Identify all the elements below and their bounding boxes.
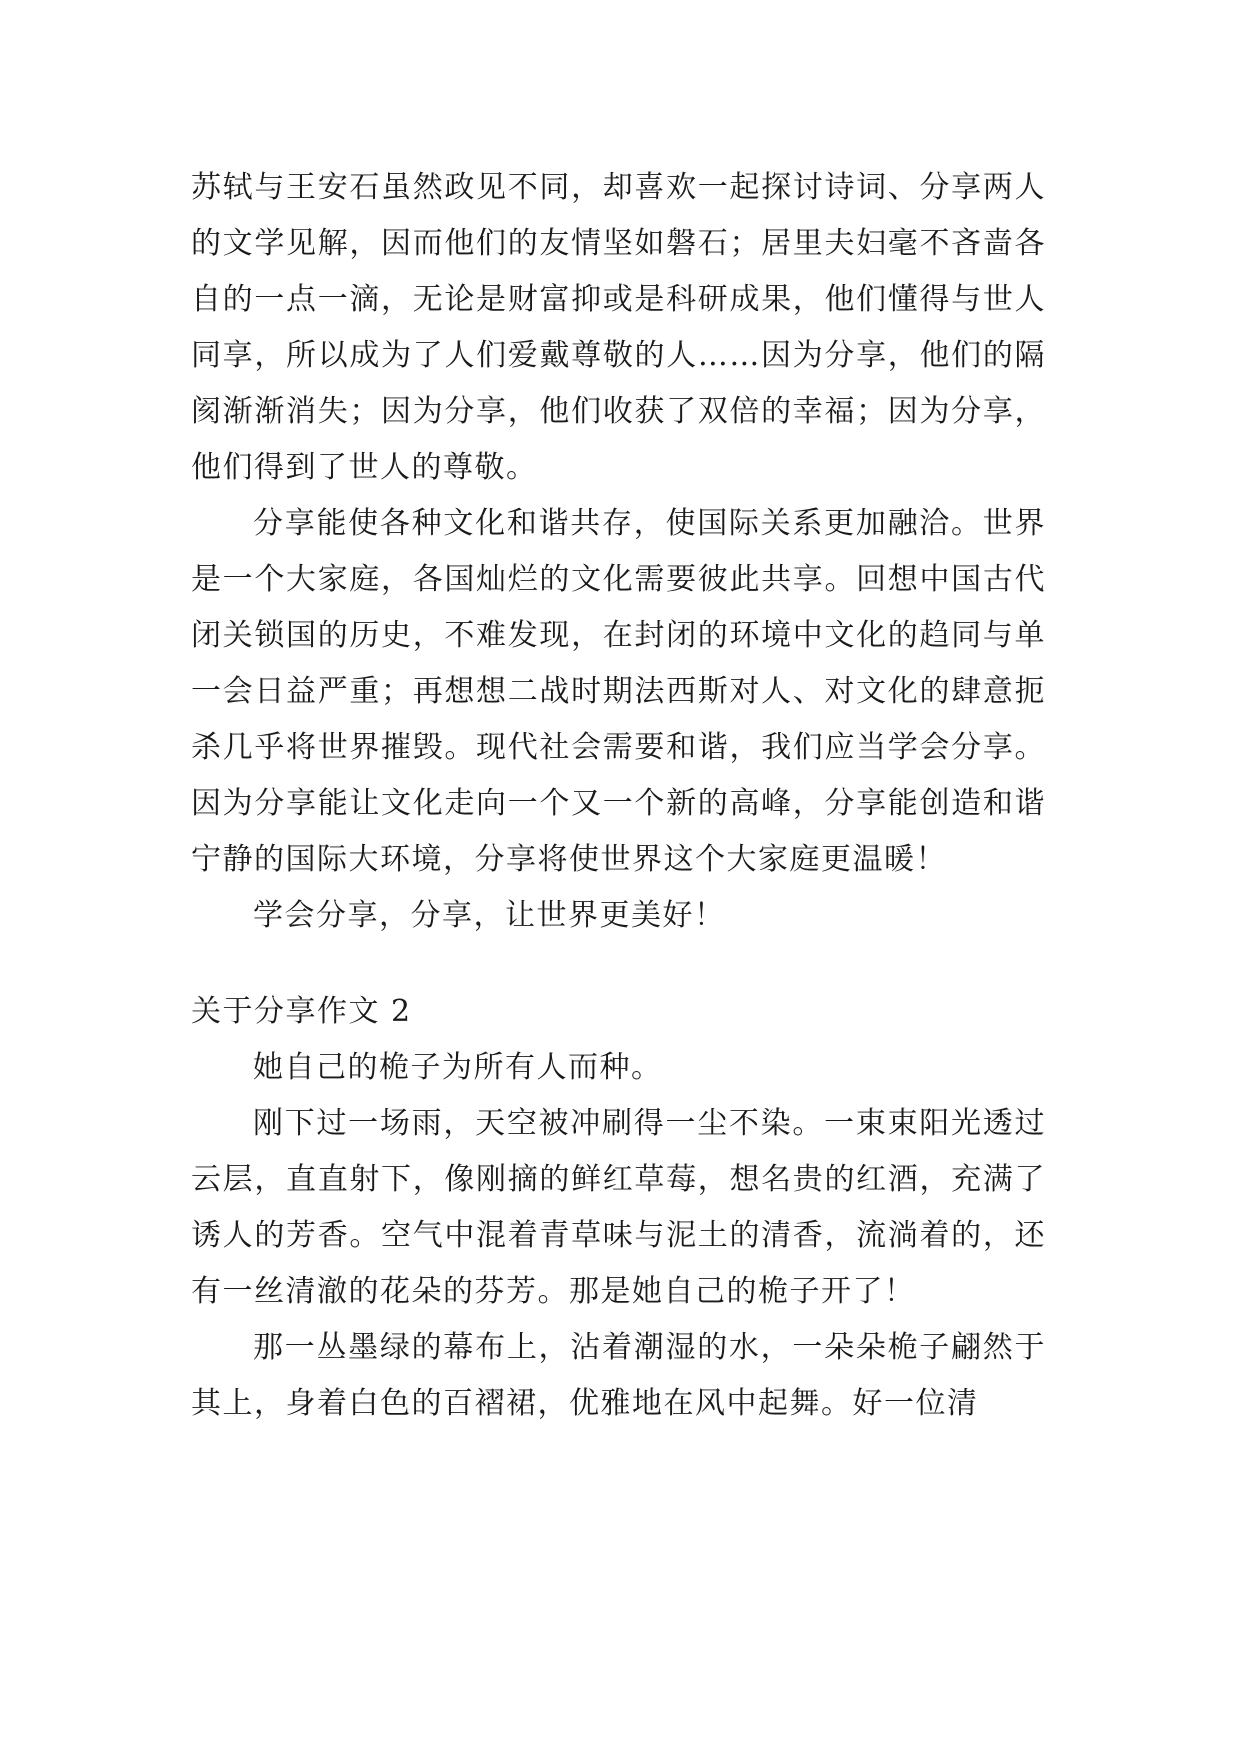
paragraph-historical-examples: 苏轼与王安石虽然政见不同，却喜欢一起探讨诗词、分享两人的文学见解，因而他们的友情坚如磐石；居里夫妇毫不吝啬各自的一点一滴，无论是财富抑或是科研成果，他们懂得与世人同享，所以成为了人们爱戴尊敬的人……因为分享，他们的隔阂渐渐消失；因为分享，他们收获了双倍的幸福；因为分享，他们得到了世人的尊敬。 <box>191 170 1046 485</box>
paragraph-gardenia-dance: 那一丛墨绿的幕布上，沾着潮湿的水，一朵朵桅子翩然于其上，身着白色的百褶裙，优雅地在风中起舞。好一位清 <box>191 1330 1046 1421</box>
paragraph-conclusion: 学会分享，分享，让世界更美好！ <box>253 898 726 933</box>
paragraph-gardenia-intro: 她自己的桅子为所有人而种。 <box>253 1050 663 1085</box>
section-title: 关于分享作文 2 <box>191 994 412 1029</box>
document-body <box>191 160 1046 1432</box>
section-spacer <box>191 944 1046 984</box>
paragraph-after-rain: 刚下过一场雨，天空被冲刷得一尘不染。一束束阳光透过云层，直直射下，像刚摘的鲜红草莓，想名贵的红酒，充满了诱人的芳香。空气中混着青草味与泥土的清香，流淌着的，还有一丝清澈的花朵的芬芳。那是她自己的桅子开了！ <box>191 1106 1046 1309</box>
paragraph-cultural-sharing: 分享能使各种文化和谐共存，使国际关系更加融洽。世界是一个大家庭，各国灿烂的文化需要彼此共享。回想中国古代闭关锁国的历史，不难发现，在封闭的环境中文化的趋同与单一会日益严重；再想想二战时期法西斯对人、对文化的肆意扼杀几乎将世界摧毁。现代社会需要和谐，我们应当学会分享。因为分享能让文化走向一个又一个新的高峰，分享能创造和谐宁静的国际大环境，分享将使世界这个大家庭更温暖！ <box>191 506 1046 877</box>
